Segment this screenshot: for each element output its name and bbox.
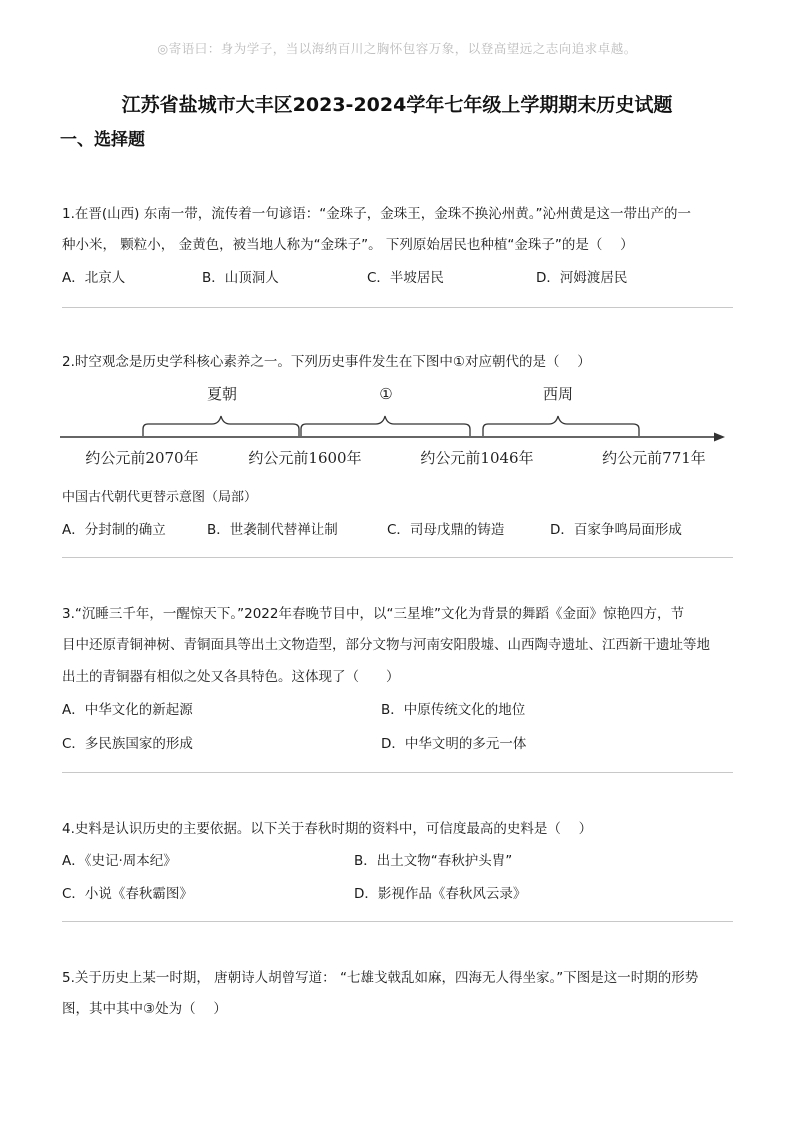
date-1600: 约公元前1600年 [248, 449, 362, 467]
date-1046: 约公元前1046年 [420, 449, 534, 467]
q4-option-c[interactable]: C．小说《春秋霸图》 [62, 886, 193, 902]
label-western-zhou: 西周 [542, 385, 574, 403]
page-title: 江苏省盐城市大丰区2023-2024学年七年级上学期期末历史试题 [121, 94, 673, 116]
q3-option-a[interactable]: A．中华文化的新起源 [62, 702, 193, 718]
section-heading: 一、选择题 [60, 130, 145, 150]
divider [62, 307, 733, 308]
label-xia: 夏朝 [206, 385, 238, 403]
q3-line-1: 3.“沉睡三千年，一醒惊天下。”2022年春晚节目中，以“三星堆”文化为背景的舞蹈《金面》惊艳四方，节 [62, 606, 684, 622]
q2-option-a[interactable]: A．分封制的确立 [62, 522, 166, 538]
brace-circle-1 [301, 416, 470, 436]
q3-option-c[interactable]: C．多民族国家的形成 [62, 736, 193, 752]
date-771: 约公元前771年 [602, 449, 706, 467]
q3-option-b[interactable]: B．中原传统文化的地位 [381, 702, 526, 718]
label-circle-1: ① [379, 385, 393, 403]
q2-option-c[interactable]: C．司母戊鼎的铸造 [387, 522, 505, 538]
divider [62, 921, 733, 922]
q3-line-3: 出土的青铜器有相似之处又各具特色。这体现了（ ） [62, 669, 400, 685]
q1-line-2: 种小米， 颗粒小， 金黄色，被当地人称为“金珠子”。 下列原始居民也种植“金珠子”的是（ ） [62, 237, 634, 253]
divider [62, 557, 733, 558]
q4-option-b[interactable]: B．出土文物“春秋护头胄” [354, 853, 513, 869]
q4-option-a[interactable]: A．《史记·周本纪》 [62, 853, 177, 869]
dynasty-timeline [55, 372, 735, 472]
timeline-caption: 中国古代朝代更替示意图（局部） [62, 490, 258, 505]
q3-line-2: 目中还原青铜神树、青铜面具等出土文物造型，部分文物与河南安阳殷墟、山西陶寺遗址、江西新干遗址等地 [62, 637, 710, 653]
q1-option-c[interactable]: C．半坡居民 [367, 270, 444, 286]
q2-line-1: 2.时空观念是历史学科核心素养之一。下列历史事件发生在下图中①对应朝代的是（ ） [62, 354, 591, 370]
brace-xia [143, 416, 299, 436]
q1-option-b[interactable]: B．山顶洞人 [202, 270, 279, 286]
motto-banner: ◎寄语曰：身为学子，当以海纳百川之胸怀包容万象，以登高望远之志向追求卓越。 [157, 41, 637, 56]
brace-western-zhou [483, 416, 639, 436]
q2-option-b[interactable]: B．世袭制代替禅让制 [207, 522, 338, 538]
q2-option-d[interactable]: D．百家争鸣局面形成 [550, 522, 682, 538]
divider [62, 772, 733, 773]
q5-line-1: 5.关于历史上某一时期， 唐朝诗人胡曾写道： “七雄戈戟乱如麻，四海无人得坐家。”下图是这一时期的形势 [62, 970, 699, 986]
q5-line-2: 图，其中其中③处为（ ） [62, 1001, 227, 1017]
timeline-arrow [714, 433, 725, 442]
date-2070: 约公元前2070年 [85, 449, 199, 467]
q4-option-d[interactable]: D．影视作品《春秋风云录》 [354, 886, 527, 902]
q4-line-1: 4.史料是认识历史的主要依据。以下关于春秋时期的资料中，可信度最高的史料是（ ） [62, 821, 593, 837]
q1-line-1: 1.在晋(山西) 东南一带，流传着一句谚语：“金珠子，金珠王，金珠不换沁州黄。”沁州黄是这一带出产的一 [62, 206, 691, 222]
q3-option-d[interactable]: D．中华文明的多元一体 [381, 736, 527, 752]
q1-option-a[interactable]: A．北京人 [62, 270, 126, 286]
q1-option-d[interactable]: D．河姆渡居民 [536, 270, 628, 286]
